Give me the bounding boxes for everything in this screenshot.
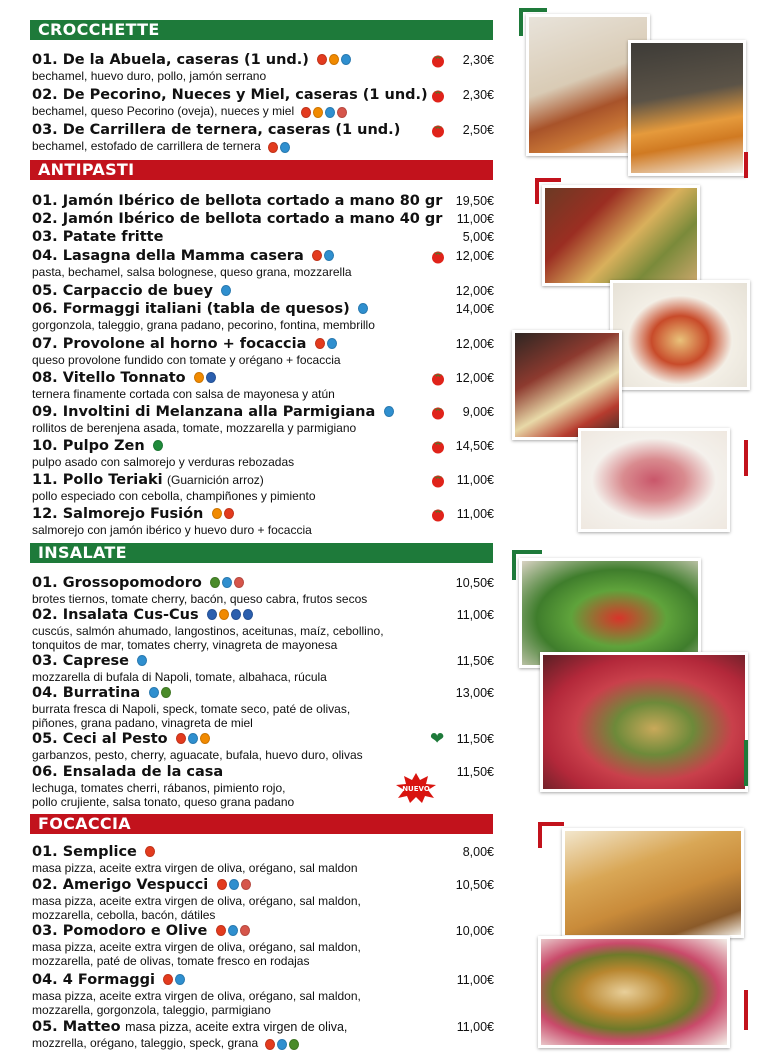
tomato-icon xyxy=(430,370,446,386)
allergen-icons xyxy=(194,369,218,387)
item-name: 01. Grossopomodoro xyxy=(32,575,202,592)
item-description: bechamel, estofado de carrillera de ternera xyxy=(32,139,261,153)
item-name: 05. Ceci al Pesto xyxy=(32,731,168,748)
milk-icon xyxy=(149,687,159,698)
milk-icon xyxy=(325,107,335,118)
item-name: 02. Insalata Cus-Cus xyxy=(32,607,199,624)
decor-stripe xyxy=(744,990,748,1030)
menu-item xyxy=(32,121,494,154)
menu-item xyxy=(32,505,494,537)
item-price: 10,50€ xyxy=(455,576,494,590)
menu-item xyxy=(32,403,494,435)
allergen-icons xyxy=(207,606,255,624)
item-price: 11,00€ xyxy=(456,473,494,487)
gluten-icon xyxy=(224,508,234,519)
tomato-icon xyxy=(430,248,446,264)
milk-icon xyxy=(137,655,147,666)
celery-icon xyxy=(210,577,220,588)
item-name: 04. 4 Formaggi xyxy=(32,972,155,989)
item-name: 05. Matteo xyxy=(32,1019,121,1035)
item-description: mozzrella, orégano, taleggio, speck, grana xyxy=(32,1036,259,1050)
item-price: 11,00€ xyxy=(456,1020,494,1034)
celery-icon xyxy=(289,1039,299,1050)
item-description: mozzarella, paté de olivas, tomate fresco en rodajas xyxy=(32,954,310,968)
item-description: mozzarella di bufala di Napoli, tomate, albahaca, rúcula xyxy=(32,670,327,684)
item-description: pulpo asado con salmorejo y verduras rebozadas xyxy=(32,455,295,469)
mollusc-icon xyxy=(243,609,253,620)
charcuterie-board-photo xyxy=(542,185,700,286)
item-name: 06. Ensalada de la casa xyxy=(32,764,224,780)
milk-icon xyxy=(327,338,337,349)
nuts-icon xyxy=(240,925,250,936)
item-name: 01. De la Abuela, caseras (1 und.) xyxy=(32,52,309,69)
item-description: masa pizza, aceite extra virgen de oliva, orégano, sal maldon, xyxy=(32,940,361,954)
item-description: bechamel, queso Pecorino (oveja), nueces y miel xyxy=(32,104,295,118)
sesame-icon xyxy=(153,440,163,451)
section-header-focaccia: FOCACCIA xyxy=(30,814,493,834)
allergen-icons xyxy=(221,282,233,300)
item-name: 08. Vitello Tonnato xyxy=(32,370,186,387)
tomato-icon xyxy=(430,506,446,522)
item-name: 10. Pulpo Zen xyxy=(32,438,145,455)
menu-item xyxy=(32,843,494,875)
menu-item xyxy=(32,210,494,228)
item-note: (Guarnición arroz) xyxy=(167,473,264,487)
item-description: cuscús, salmón ahumado, langostinos, aceitunas, maíz, cebollino, xyxy=(32,624,384,638)
gluten-icon xyxy=(145,846,155,857)
item-name: 06. Formaggi italiani (tabla de quesos) xyxy=(32,301,350,318)
fish-icon xyxy=(206,372,216,383)
milk-icon xyxy=(221,285,231,296)
tomato-icon xyxy=(430,52,446,68)
menu-item xyxy=(32,471,494,503)
section-header-crocchette: CROCCHETTE xyxy=(30,20,493,40)
item-description: burrata fresca di Napoli, speck, tomate seco, paté de olivas, xyxy=(32,702,351,716)
item-description: tonquitos de mar, tomates cherry, vinagreta de mayonesa xyxy=(32,638,338,652)
item-description: masa pizza, aceite extra virgen de oliva, orégano, sal maldon, xyxy=(32,989,361,1003)
item-name: 02. Amerigo Vespucci xyxy=(32,877,209,894)
item-price: 11,00€ xyxy=(456,507,494,521)
item-description: salmorejo con jamón ibérico y huevo duro + focaccia xyxy=(32,523,312,537)
heart-icon: ❤ xyxy=(430,729,445,748)
item-name: 07. Provolone al horno + focaccia xyxy=(32,336,307,353)
item-price: 9,00€ xyxy=(462,405,494,419)
allergen-icons xyxy=(301,105,349,119)
gluten-icon xyxy=(301,107,311,118)
item-price: 2,50€ xyxy=(462,123,494,137)
item-price: 12,00€ xyxy=(455,249,494,263)
decor-stripe xyxy=(744,740,748,786)
nuts-icon xyxy=(234,577,244,588)
item-price: 11,50€ xyxy=(456,732,494,746)
decor-stripe xyxy=(744,152,748,178)
allergen-icons xyxy=(210,574,246,592)
menu-item xyxy=(32,1018,494,1051)
tomato-icon xyxy=(430,404,446,420)
milk-icon xyxy=(277,1039,287,1050)
section-header-antipasti: ANTIPASTI xyxy=(30,160,493,180)
item-description: pasta, bechamel, salsa bolognese, queso grana, mozzarella xyxy=(32,265,352,279)
decor-stripe xyxy=(744,440,748,476)
allergen-icons xyxy=(312,247,336,265)
menu-item xyxy=(32,763,494,809)
item-price: 12,00€ xyxy=(455,371,494,385)
allergen-icons xyxy=(217,876,253,894)
item-description: pollo especiado con cebolla, champiñones y pimiento xyxy=(32,489,316,503)
milk-icon xyxy=(175,974,185,985)
menu-item xyxy=(32,369,494,401)
decor-stripe xyxy=(535,178,539,204)
allergen-icons xyxy=(265,1037,301,1051)
item-name: 04. Burratina xyxy=(32,685,141,702)
menu-item xyxy=(32,51,494,83)
egg-icon xyxy=(200,733,210,744)
allergen-icons xyxy=(315,335,339,353)
menu-item xyxy=(32,971,494,1017)
menu-item xyxy=(32,437,494,469)
nuts-icon xyxy=(241,879,251,890)
allergen-icons xyxy=(149,684,173,702)
item-name: 04. Lasagna della Mamma casera xyxy=(32,248,304,265)
nuts-icon xyxy=(337,107,347,118)
allergen-icons xyxy=(163,971,187,989)
shellfish-icon xyxy=(231,609,241,620)
allergen-icons xyxy=(212,505,236,523)
menu-item xyxy=(32,730,494,762)
menu-item xyxy=(32,192,494,210)
egg-icon xyxy=(329,54,339,65)
item-name: 03. Caprese xyxy=(32,653,129,670)
menu-item xyxy=(32,876,494,922)
egg-icon xyxy=(313,107,323,118)
item-name: 11. Pollo Teriaki xyxy=(32,472,163,488)
item-name: 03. Patate fritte xyxy=(32,229,164,245)
milk-icon xyxy=(228,925,238,936)
item-name: 09. Involtini di Melanzana alla Parmigiana xyxy=(32,404,376,421)
tomato-icon xyxy=(430,87,446,103)
carpaccio-photo xyxy=(578,428,730,532)
item-price: 14,00€ xyxy=(455,302,494,316)
egg-icon xyxy=(194,372,204,383)
cheese-ham-photo xyxy=(512,330,622,440)
item-name: 02. Jamón Ibérico de bellota cortado a mano 40 gr xyxy=(32,211,443,227)
menu-item xyxy=(32,922,494,968)
decor-stripe xyxy=(519,8,523,36)
item-name: 12. Salmorejo Fusión xyxy=(32,506,204,523)
item-description: bechamel, huevo duro, pollo, jamón serrano xyxy=(32,69,267,83)
item-price: 14,50€ xyxy=(455,439,494,453)
item-name: 05. Carpaccio de buey xyxy=(32,283,213,300)
item-name: 03. Pomodoro e Olive xyxy=(32,923,208,940)
item-name: 03. De Carrillera de ternera, caseras (1 und.) xyxy=(32,122,401,138)
nuevo-badge xyxy=(394,773,438,803)
item-price: 12,00€ xyxy=(455,337,494,351)
nuevo-label: NUEVO xyxy=(402,785,430,793)
menu-item xyxy=(32,684,494,730)
allergen-icons xyxy=(216,922,252,940)
fish-icon xyxy=(207,609,217,620)
allergen-icons xyxy=(137,652,149,670)
gluten-icon xyxy=(176,733,186,744)
gluten-icon xyxy=(315,338,325,349)
milk-icon xyxy=(229,879,239,890)
menu-item xyxy=(32,282,494,300)
item-description: lechuga, tomates cherri, rábanos, pimiento rojo, xyxy=(32,781,286,795)
item-description: masa pizza, aceite extra virgen de oliva, orégano, sal maldon xyxy=(32,861,358,875)
allergen-icons xyxy=(317,51,353,69)
item-price: 8,00€ xyxy=(462,845,494,859)
item-description: rollitos de berenjena asada, tomate, mozzarella y parmigiano xyxy=(32,421,357,435)
item-price: 11,50€ xyxy=(456,765,494,779)
allergen-icons xyxy=(384,403,396,421)
menu-item xyxy=(32,574,494,606)
gluten-icon xyxy=(163,974,173,985)
item-price: 12,00€ xyxy=(455,284,494,298)
item-description: masa pizza, aceite extra virgen de oliva, orégano, sal maldon, xyxy=(32,894,361,908)
item-price: 19,50€ xyxy=(455,194,494,208)
menu-item xyxy=(32,335,494,367)
decor-stripe xyxy=(538,822,542,848)
item-price: 2,30€ xyxy=(462,88,494,102)
item-name: 02. De Pecorino, Nueces y Miel, caseras (1 und.) xyxy=(32,87,428,103)
menu-item xyxy=(32,652,494,684)
focaccia-bread-photo xyxy=(562,828,744,938)
item-name: 01. Semplice xyxy=(32,844,137,861)
egg-icon xyxy=(219,609,229,620)
allergen-icons xyxy=(176,730,212,748)
tomato-icon xyxy=(430,122,446,138)
item-description: mozzarella, gorgonzola, taleggio, parmigiano xyxy=(32,1003,271,1017)
item-name: 01. Jamón Ibérico de bellota cortado a mano 80 gr xyxy=(32,193,443,209)
item-description: masa pizza, aceite extra virgen de oliva, xyxy=(125,1020,348,1034)
gluten-icon xyxy=(217,879,227,890)
item-description: piñones, grana padano, vinagreta de miel xyxy=(32,716,253,730)
croquettes-plate-photo xyxy=(628,40,746,176)
item-price: 10,00€ xyxy=(455,924,494,938)
item-price: 13,00€ xyxy=(455,686,494,700)
decor-stripe xyxy=(512,550,516,580)
item-description: ternera finamente cortada con salsa de mayonesa y atún xyxy=(32,387,335,401)
item-price: 2,30€ xyxy=(462,53,494,67)
milk-icon xyxy=(358,303,368,314)
item-price: 11,50€ xyxy=(456,654,494,668)
gluten-icon xyxy=(265,1039,275,1050)
gluten-icon xyxy=(317,54,327,65)
allergen-icons xyxy=(153,437,165,455)
chickpea-salad-photo xyxy=(540,652,748,792)
milk-icon xyxy=(341,54,351,65)
menu-item xyxy=(32,228,494,246)
section-header-insalate: INSALATE xyxy=(30,543,493,563)
gluten-icon xyxy=(268,142,278,153)
item-description: brotes tiernos, tomate cherry, bacón, queso cabra, frutos secos xyxy=(32,592,368,606)
allergen-icons xyxy=(145,843,157,861)
menu-item xyxy=(32,300,494,332)
item-description: gorgonzola, taleggio, grana padano, pecorino, fontina, membrillo xyxy=(32,318,375,332)
menu-item xyxy=(32,247,494,279)
milk-icon xyxy=(324,250,334,261)
egg-icon xyxy=(212,508,222,519)
gluten-icon xyxy=(216,925,226,936)
tomato-icon xyxy=(430,472,446,488)
gluten-icon xyxy=(312,250,322,261)
item-price: 11,00€ xyxy=(456,973,494,987)
allergen-icons xyxy=(268,140,292,154)
item-price: 5,00€ xyxy=(462,230,494,244)
milk-icon xyxy=(222,577,232,588)
milk-icon xyxy=(384,406,394,417)
allergen-icons xyxy=(358,300,370,318)
milk-icon xyxy=(188,733,198,744)
item-description: garbanzos, pesto, cherry, aguacate, bufala, huevo duro, olivas xyxy=(32,748,363,762)
decor-stripe xyxy=(519,8,547,12)
decor-stripe xyxy=(512,550,542,554)
lasagna-plate-photo xyxy=(610,280,750,390)
menu-item xyxy=(32,606,494,652)
item-description: queso provolone fundido con tomate y orégano + focaccia xyxy=(32,353,341,367)
item-price: 10,50€ xyxy=(455,878,494,892)
stuffed-focaccia-photo xyxy=(538,936,730,1048)
item-description: pollo crujiente, salsa tonato, queso grana padano xyxy=(32,795,295,809)
item-price: 11,00€ xyxy=(456,608,494,622)
menu-item xyxy=(32,86,494,119)
tomato-icon xyxy=(430,438,446,454)
milk-icon xyxy=(280,142,290,153)
celery-icon xyxy=(161,687,171,698)
item-description: mozzarella, cebolla, bacón, dátiles xyxy=(32,908,216,922)
item-price: 11,00€ xyxy=(456,212,494,226)
